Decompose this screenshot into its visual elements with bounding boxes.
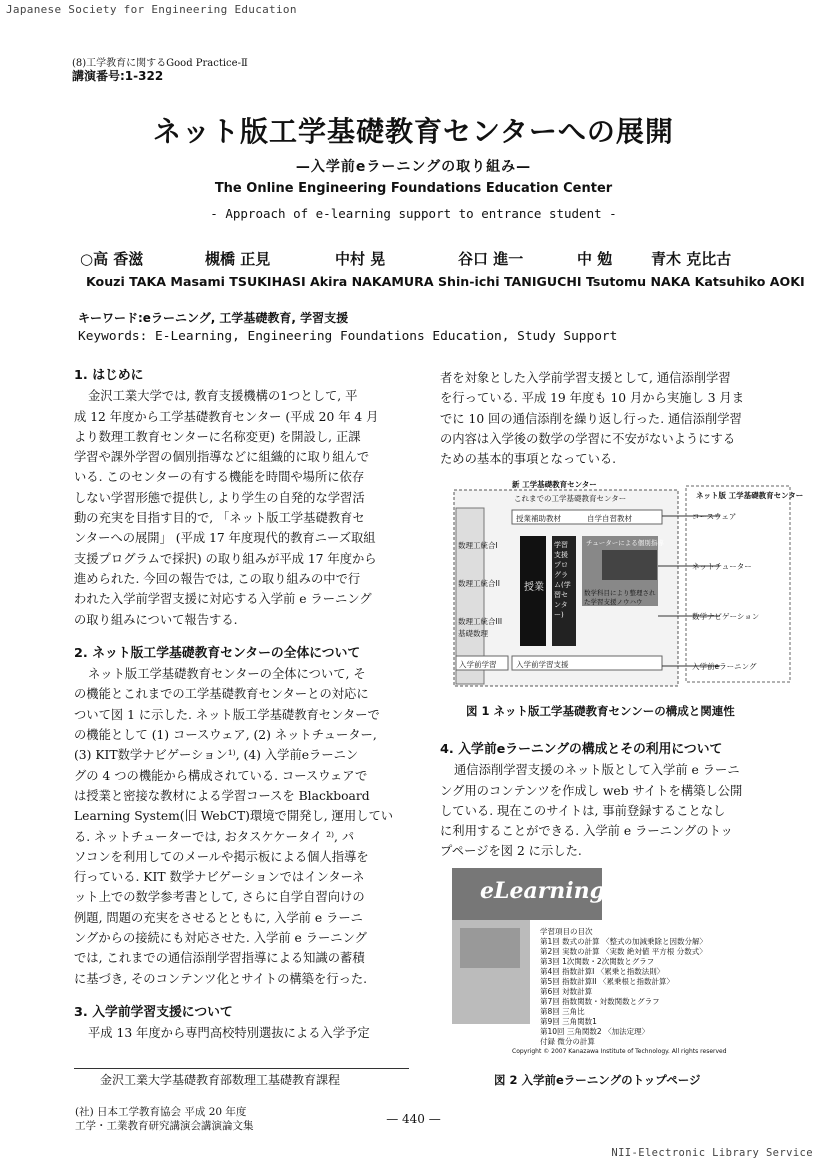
series-label: (8)工学教育に関するGood Practice-Ⅱ [72,58,248,69]
text-line: の機能とこれまでの工学基礎教育センターとの対応に [74,687,369,702]
text-line: 学習や課外学習の個別指導などに組織的に取り組んで [74,450,370,465]
fig1-left-item: 基礎数理 [458,629,488,638]
fig2-item: 第8回 三角比 [540,1007,585,1016]
text-line: 者を対象とした入学前学習支援として, 通信添削学習 [440,371,731,385]
publication-line-2: 工学・工業教育研究講演会講演論文集 [75,1120,254,1132]
text-line: に利用することができる. 入学前 e ラーニングのトッ [440,824,733,839]
fig2-item: 第7回 指数関数・対数関数とグラフ [540,997,660,1006]
section-3-heading: 3. 入学前学習支援について [74,1004,233,1020]
paper-subtitle: —入学前eラーニングの取り組み— [295,159,532,175]
fig2-item: 第9回 三角関数1 [540,1017,597,1026]
footnote-divider [74,1068,409,1069]
publication-line-1: (社) 日本工学教育協会 平成 20 年度 [75,1106,247,1118]
author-2: 槻橋 正見 [205,250,271,268]
fig2-item: 第4回 指数計算I 〈累乗と指数法則〉 [540,967,665,976]
fig1-left-item: 数理工統合II [458,579,500,588]
text-line: ソコンを利用してのメールや掲示板による個人指導を [74,849,369,864]
text-line: 成 12 年度から工学基礎教育センター (平成 20 年 4 月 [74,409,379,424]
fig1-bottom-label: 入学前学習支援 [516,660,569,669]
right-column-top [440,368,785,469]
keywords-en: Keywords: E-Learning, Engineering Foundations Education, Study Support [78,329,618,344]
keywords-ja: キーワード:eラーニング, 工学基礎教育, 学習支援 [78,311,349,325]
text-line: ング用のコンテンツを作成し web サイトを構築し公開 [440,783,743,798]
author-3: 中村 晃 [335,250,386,268]
section-2-heading: 2. ネット版工学基礎教育センターの全体について [74,645,361,661]
affiliation: 金沢工業大学基礎教育部数理工基礎教育課程 [100,1073,341,1087]
text-line: の機能として (1) コースウェア, (2) ネットチューター, [74,728,377,743]
author-5: 中 勉 [577,250,613,268]
lecture-number: 講演番号:1-322 [72,69,164,83]
paper-title-en: The Online Engineering Foundations Education Center [214,181,613,196]
figure-2-caption: 図 2 入学前eラーニングのトップページ [494,1073,701,1087]
author-4: 谷口 進一 [458,250,524,268]
society-header: Japanese Society for Engineering Education [6,3,297,16]
text-line: は授業と密接な教材による学習コースを Blackboard [74,788,370,803]
text-line: の内容は入学後の数学の学習に不安がないようにする [440,431,736,446]
fig1-center-label: 授業 [524,582,544,593]
text-line: ングからの接続にも対応させた. 入学前 e ラーニング [74,931,367,946]
fig1-mid-label: 数学科目により整理された学習支援ノウハウ [584,589,656,606]
author-1: ○高 香滋 [80,250,144,268]
text-line: 進められた. 今回の報告では, この取り組みの中で行 [74,571,361,586]
section-1-heading: 1. はじめに [74,368,144,383]
text-line: Learning System(旧 WebCT)環境で開発し, 運用してい [74,809,394,824]
text-line: ンターへの展開」 (平成 17 年度現代的教育ニーズ取組 [74,531,376,546]
fig2-copyright: Copyright © 2007 Kanazawa Institute of Technology. All rights reserved [512,1048,727,1055]
fig1-inner-label: これまでの工学基礎教育センター [514,494,627,503]
text-line: 支援プログラムで採択) の取り組みが平成 17 年度から [74,551,377,566]
fig1-box-label-1: 授業補助教材 [516,514,561,523]
text-line: を行っている. 平成 19 年度も 10 月から実施し 3 月ま [440,391,745,406]
text-line: ための基本的事項となっている. [440,452,617,467]
fig2-item: 第6回 対数計算 [540,987,593,996]
paper-subtitle-en: - Approach of e-learning support to entrance student - [210,206,617,221]
fig1-left-item: 数理工統合I [458,541,498,550]
text-line: より数理工教育センターに名称変更) を開設し, 正課 [74,429,361,444]
fig2-menu-title: 学習項目の目次 [540,927,593,936]
text-line: グの 4 つの機能から構成されている. コースウェアで [74,768,368,783]
left-column [74,366,419,1044]
fig2-item: 第2回 実数の計算 〈実数 絶対値 平方根 分数式〉 [540,947,707,956]
figure-1 [452,478,804,690]
text-line: 金沢工業大学では, 教育支援機構の1つとして, 平 [88,389,358,404]
text-line: ついて図 1 に示した. ネット版工学基礎教育センターで [74,707,380,722]
text-line: でに 10 回の通信添削を繰り返し行った. 通信添削学習 [440,411,742,426]
figure-2 [452,868,752,1058]
text-line: しない学習形態で提供し, より学生の自発的な学習活 [74,490,365,505]
fig1-top-label: 新 工学基礎教育センター [512,480,597,489]
fig2-item: 第1回 数式の計算 〈整式の加減乗除と因数分解〉 [540,937,708,946]
elearning-logo: eLearning [480,878,606,904]
figure-1-diagram [452,478,792,690]
fig1-left-item: 入学前学習 [459,660,497,669]
fig1-right-item: ネットチューター [692,562,752,571]
fig1-right-item: コースウェア [692,512,737,521]
section-1-body [74,386,419,630]
fig1-right-item: 入学前eラーニング [692,662,757,671]
text-line: 平成 13 年度から専門高校特別選抜による入学予定 [88,1026,370,1041]
text-line: われた入学前学習支援に対応する入学前 e ラーニング [74,592,372,607]
fig1-mid-label: チューターによる個別指導 [586,539,664,547]
text-line: 動の充実を目指す目的で, 「ネット版工学基礎教育セ [74,511,365,526]
text-line: プページを図 2 に示した. [440,844,582,859]
text-line: 通信添削学習支援のネット版として入学前 e ラーニ [454,763,740,778]
text-line: では, これまでの通信添削学習指導による知識の蓄積 [74,951,365,966]
fig2-item: 第5回 指数計算II 〈累乗根と指数計算〉 [540,977,674,986]
text-line: いる. このセンターの有する機能を時間や場所に依存 [74,470,365,485]
fig1-box-label-2: 自学自習教材 [587,514,632,523]
fig1-center-label: 学習支援プログラム(学習センター) [554,541,571,619]
page-number: — 440 — [386,1112,441,1126]
fig2-item: 付録 微分の計算 [540,1037,595,1046]
fig2-item: 第3回 1次関数・2次関数とグラフ [540,957,655,966]
text-line: している. 現在このサイトは, 事前登録することなし [440,803,726,818]
figure-1-caption: 図 1 ネット版工学基礎教育センンーの構成と関連性 [466,704,735,718]
text-line: (3) KIT数学ナビゲーション¹⁾, (4) 入学前eラーニン [74,748,359,763]
section-2-body [74,664,419,989]
fig1-right-item: 数学ナビゲーション [692,612,760,621]
text-line: ット上での数学参考書として, さらに自学自習向けの [74,890,365,905]
paper-title: ネット版工学基礎教育センターへの展開 [153,115,674,148]
text-line: の取り組みについて報告する. [74,612,238,627]
section-3-body [74,1023,419,1043]
text-line: 例題, 問題の充実をさせるとともに, 入学前 e ラーニ [74,910,363,925]
text-line: 行っている. KIT 数学ナビゲーションではインターネ [74,870,365,885]
author-6: 青木 克比古 [651,250,732,268]
section-4 [440,740,785,862]
section-4-heading: 4. 入学前eラーニングの構成とその利用について [440,742,723,757]
fig2-item: 第10回 三角関数2 〈加法定理〉 [540,1027,650,1036]
text-line: ネット版工学基礎教育センターの全体について, そ [88,667,366,682]
fig1-left-item: 数理工統合III [458,617,503,626]
text-line: に基づき, そのコンテンツ化とサイトの構築を行った. [74,971,368,986]
nii-footer: NII-Electronic Library Service [611,1147,813,1159]
text-line: る. ネットチューターでは, おタスケケータイ ²⁾, パ [74,829,355,844]
fig1-right-label: ネット版 工学基礎教育センター [696,491,804,500]
authors-en: Kouzi TAKA Masami TSUKIHASI Akira NAKAMURA Shin-ichi TANIGUCHI Tsutomu NAKA Katsuhiko AOKI [86,274,805,289]
